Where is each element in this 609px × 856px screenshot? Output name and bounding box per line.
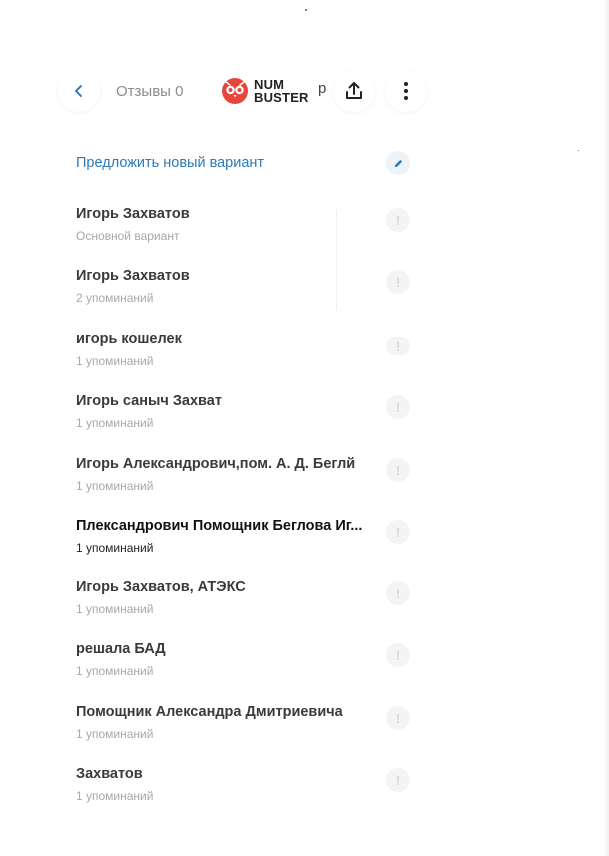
list-item[interactable] (76, 641, 416, 697)
variant-name: Игорь Захватов (76, 268, 190, 284)
report-button[interactable] (386, 706, 410, 730)
variant-mentions: 1 упоминаний (76, 727, 154, 741)
list-item[interactable] (76, 766, 416, 822)
variant-mentions: 1 упоминаний (76, 354, 154, 368)
logo-line1: NUM (254, 77, 285, 92)
exclamation-icon: ! (395, 585, 401, 601)
variant-mentions: 1 упоминаний (76, 541, 154, 555)
exclamation-icon: ! (395, 338, 401, 354)
variant-name: Игорь саныч Захват (76, 393, 222, 409)
list-item[interactable] (76, 518, 416, 574)
variant-name: Плександрович Помощник Беглова Иг... (76, 518, 363, 534)
report-button[interactable] (386, 208, 410, 232)
exclamation-icon: ! (395, 524, 401, 540)
variant-name: Игорь Александрович,пом. А. Д. Беглй (76, 456, 356, 472)
report-button[interactable] (386, 458, 410, 482)
report-button[interactable] (386, 768, 410, 792)
exclamation-icon: ! (395, 772, 401, 788)
numbuster-logo (220, 74, 309, 108)
exclamation-icon: ! (395, 710, 401, 726)
list-item[interactable] (76, 393, 416, 449)
logo-text (254, 78, 309, 104)
owl-logo-icon (220, 76, 250, 106)
scan-dot (578, 150, 579, 151)
more-vertical-icon (403, 81, 409, 101)
exclamation-icon: ! (395, 274, 401, 290)
exclamation-icon: ! (395, 399, 401, 415)
report-button[interactable] (386, 395, 410, 419)
variant-mentions: Основной вариант (76, 229, 180, 243)
variant-name: игорь кошелек (76, 331, 182, 347)
variant-mentions: 1 упоминаний (76, 664, 154, 678)
list-item[interactable] (76, 456, 416, 512)
back-button[interactable] (58, 70, 100, 112)
tab-partial[interactable]: р (318, 80, 327, 97)
variant-mentions: 1 упоминаний (76, 789, 154, 803)
report-button[interactable] (386, 581, 410, 605)
tab-reviews[interactable]: Отзывы 0 (116, 82, 184, 100)
variant-mentions: 1 упоминаний (76, 602, 154, 616)
edit-button[interactable] (386, 151, 410, 175)
report-button[interactable] (386, 337, 410, 355)
exclamation-icon: ! (395, 647, 401, 663)
top-toolbar (0, 0, 609, 130)
variant-mentions: 1 упоминаний (76, 479, 154, 493)
variant-name: Захватов (76, 766, 143, 782)
variant-mentions: 2 упоминаний (76, 291, 154, 305)
exclamation-icon: ! (395, 462, 401, 478)
logo-line2: BUSTER (254, 90, 309, 105)
report-button[interactable] (386, 520, 410, 544)
variant-name: решала БАД (76, 641, 166, 657)
variant-name: Игорь Захватов (76, 206, 190, 222)
exclamation-icon: ! (395, 212, 401, 228)
variant-name: Помощник Александра Дмитриевича (76, 704, 343, 720)
share-upload-icon (343, 80, 365, 102)
list-item[interactable] (76, 579, 416, 635)
variant-mentions: 1 упоминаний (76, 416, 154, 430)
report-button[interactable] (386, 643, 410, 667)
pencil-icon (393, 158, 404, 169)
variant-name: Игорь Захватов, АТЭКС (76, 579, 246, 595)
share-button[interactable] (333, 70, 375, 112)
report-button[interactable] (386, 270, 410, 294)
list-item[interactable] (76, 331, 416, 387)
suggest-new-variant-link[interactable]: Предложить новый вариант (76, 155, 265, 171)
suggest-new-variant[interactable] (76, 151, 416, 175)
chevron-left-icon (72, 84, 86, 98)
list-item[interactable] (76, 206, 416, 262)
list-item[interactable] (76, 704, 416, 760)
more-options-button[interactable] (385, 70, 427, 112)
list-item[interactable] (76, 268, 416, 324)
